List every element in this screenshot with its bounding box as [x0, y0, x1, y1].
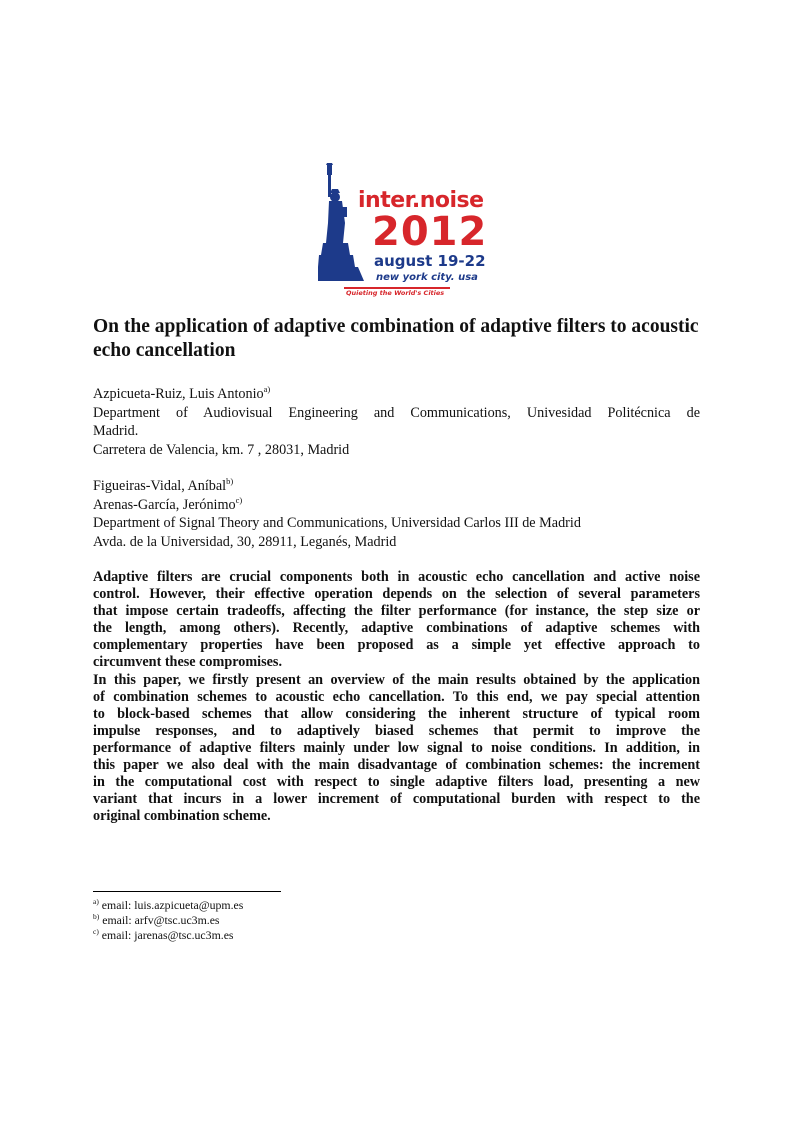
abstract-line: this paper we also deal with the main disadvantage of combination schemes: the increment [93, 757, 700, 774]
affiliation-line-2: Madrid. [93, 423, 139, 440]
author-name-1: Azpicueta-Ruiz, Luis Antonio$^{a)}$ [93, 384, 271, 402]
author-name-2: Figueiras-Vidal, Aníbal$^{b)}$ [93, 476, 234, 494]
footnote-mark-a: a) [263, 384, 271, 394]
internoise-2012-logo [310, 155, 490, 305]
abstract-line: In this paper, we firstly present an overview of the main results obtained by the application [93, 671, 700, 688]
author-block-1 [93, 385, 700, 460]
author-name-3: Arenas-García, Jerónimo$^{c)}$ [93, 494, 243, 513]
logo-brand-text: inter.noise [358, 188, 484, 213]
abstract-line: Adaptive filters are crucial components both in acoustic echo cancellation and active noise [93, 569, 700, 585]
logo-date-text: august 19-22 [374, 252, 486, 270]
email-b: email: arfv@tsc.uc3m.es [102, 913, 220, 927]
author-block-2 [93, 477, 700, 552]
abstract-line: the length, among others). Recently, adaptive combinations of adaptive schemes with [93, 620, 700, 637]
footnote-b: $^{b)}$ email: arfv@tsc.uc3m.es [93, 912, 220, 927]
affiliation-address-2: Avda. de la Universidad, 30, 28911, Leganés, Madrid [93, 534, 397, 551]
affiliation-address-1: Carretera de Valencia, km. 7 , 28031, Madrid [93, 442, 350, 459]
abstract-line: original combination scheme. [93, 808, 271, 825]
footnote-mark-b: b) [226, 476, 234, 486]
abstract-line: in the computational cost with respect to single adaptive filters load, presenting a new [93, 774, 700, 791]
abstract-line: performance of adaptive filters mainly under low signal to noise conditions. In addition, in [93, 739, 700, 756]
affiliation-line-1: Department of Audiovisual Engineering and Communications, Univesidad Politécnica de [93, 404, 700, 421]
email-a: email: luis.azpicueta@upm.es [101, 898, 244, 912]
paper-title: On the application of adaptive combination of adaptive filters to acoustic echo cancellation [93, 316, 699, 361]
abstract-line: circumvent these compromises. [93, 654, 282, 671]
abstract-line: of combination schemes to acoustic echo cancellation. To this end, we pay special attention [93, 688, 700, 705]
affiliation-dept-2: Department of Signal Theory and Communications, Universidad Carlos III de Madrid [93, 515, 581, 532]
footnote-a: $^{a)}$ email: luis.azpicueta@upm.es [93, 897, 244, 912]
logo-location-text: new york city. usa [376, 272, 478, 283]
abstract-line: control. However, their effective operation depends on the selection of several parameters [93, 586, 700, 603]
abstract [93, 569, 700, 825]
statue-of-liberty-icon [318, 163, 364, 283]
logo-year-text: 2012 [372, 209, 488, 255]
abstract-line: that impose certain tradeoffs, affecting the filter performance (for instance, the step size or [93, 603, 700, 620]
footnote-divider [93, 891, 281, 892]
abstract-line: variant that incurs in a lower increment of computational burden with respect to the [93, 791, 700, 808]
abstract-line: impulse responses, and to adaptively biased schemes that permit to improve the [93, 722, 700, 739]
abstract-line: to block-based schemes that allow considering the inherent structure of typical room [93, 705, 700, 722]
email-c: email: jarenas@tsc.uc3m.es [101, 928, 234, 942]
footnote-c: $^{c)}$ email: jarenas@tsc.uc3m.es [93, 927, 234, 942]
footnote-mark-c: c) [235, 494, 243, 505]
footnotes [93, 898, 243, 943]
logo-tagline: Quieting the World's Cities [346, 289, 445, 297]
abstract-line: complementary properties have been proposed as a simple yet effective approach to [93, 637, 700, 654]
